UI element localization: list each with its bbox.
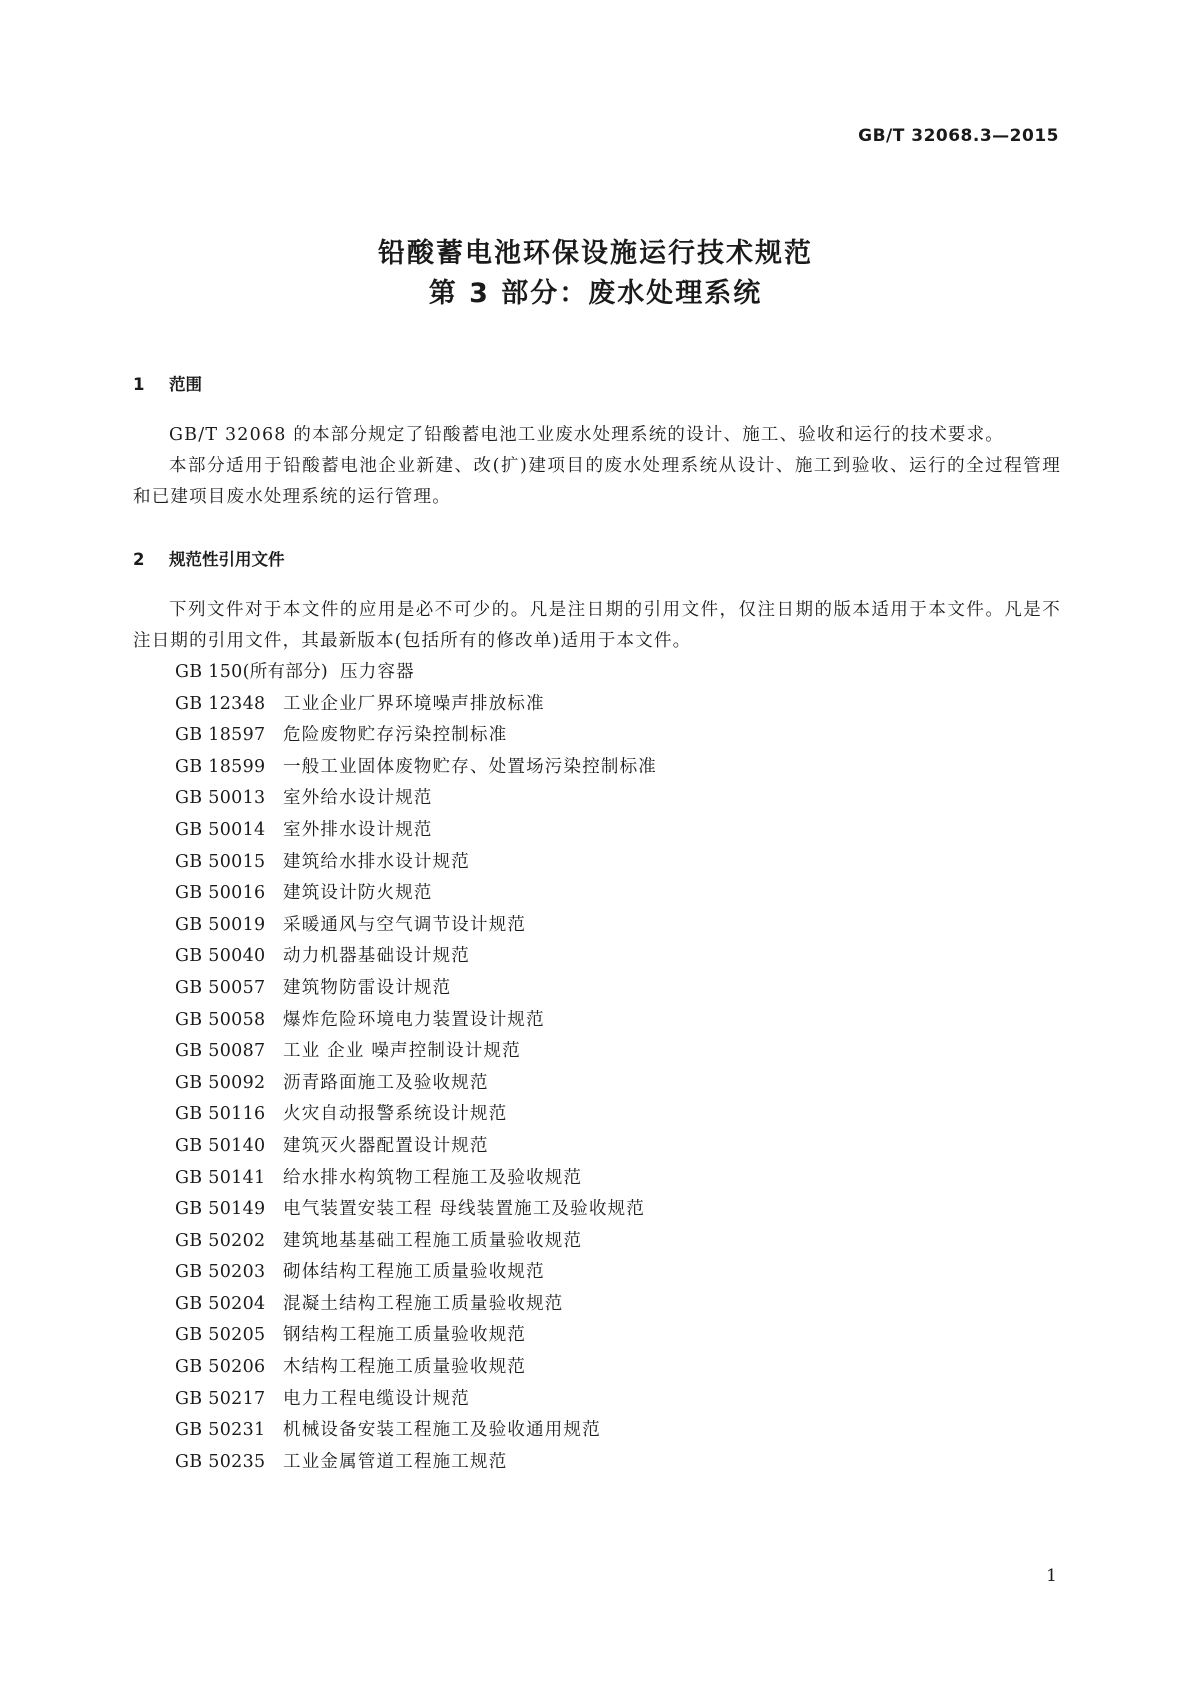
reference-item xyxy=(175,1289,1061,1321)
reference-item xyxy=(175,1036,1061,1068)
reference-title: 机械设备安装工程施工及验收通用规范 xyxy=(283,1420,601,1441)
section-1-heading xyxy=(133,371,1061,399)
reference-code: GB 18599 xyxy=(175,756,266,777)
reference-item xyxy=(175,1352,1061,1384)
scope-paragraph-2: 本部分适用于铅酸蓄电池企业新建、改(扩)建项目的废水处理系统从设计、施工到验收、运行的全过程管理和已建项目废水处理系统的运行管理。 xyxy=(133,456,1061,507)
scope-paragraph-1: GB/T 32068 的本部分规定了铅酸蓄电池工业废水处理系统的设计、施工、验收和运行的技术要求。 xyxy=(169,425,1005,445)
reference-code: GB 50016 xyxy=(175,883,266,904)
reference-code: GB 50140 xyxy=(175,1135,266,1156)
reference-code: GB 50231 xyxy=(175,1420,266,1441)
document-body xyxy=(133,371,1061,1478)
reference-list xyxy=(133,657,1061,1478)
title-line-1: 铅酸蓄电池环保设施运行技术规范 xyxy=(378,238,813,269)
reference-title: 爆炸危险环境电力装置设计规范 xyxy=(283,1009,545,1030)
reference-item xyxy=(175,657,1061,689)
reference-code: GB 50205 xyxy=(175,1325,266,1346)
reference-item xyxy=(175,941,1061,973)
reference-title: 工业 企业 噪声控制设计规范 xyxy=(283,1041,521,1062)
reference-code: GB 50116 xyxy=(175,1104,266,1125)
reference-title: 砌体结构工程施工质量验收规范 xyxy=(283,1262,545,1283)
reference-code: GB 12348 xyxy=(175,693,266,714)
reference-title: 建筑灭火器配置设计规范 xyxy=(283,1135,489,1156)
page-number: 1 xyxy=(1046,1566,1057,1586)
references-intro: 下列文件对于本文件的应用是必不可少的。凡是注日期的引用文件，仅注日期的版本适用于本文件。凡是不注日期的引用文件，其最新版本(包括所有的修改单)适用于本文件。 xyxy=(133,600,1061,651)
reference-item xyxy=(175,1131,1061,1163)
reference-code: GB 50015 xyxy=(175,851,266,872)
reference-title: 一般工业固体废物贮存、处置场污染控制标准 xyxy=(283,756,657,777)
reference-code: GB 50141 xyxy=(175,1167,266,1188)
reference-title: 建筑物防雷设计规范 xyxy=(283,977,452,998)
reference-title: 危险废物贮存污染控制标准 xyxy=(283,725,508,746)
reference-code: GB 50149 xyxy=(175,1199,266,1220)
reference-title: 电力工程电缆设计规范 xyxy=(283,1388,470,1409)
reference-title: 室外给水设计规范 xyxy=(283,788,433,809)
section-1-number: 1 xyxy=(133,375,145,394)
reference-code: GB 50057 xyxy=(175,977,266,998)
reference-code: GB 50087 xyxy=(175,1041,266,1062)
document-title xyxy=(0,234,1191,314)
reference-code: GB 50206 xyxy=(175,1357,266,1378)
reference-item xyxy=(175,1099,1061,1131)
reference-item xyxy=(175,973,1061,1005)
reference-title: 建筑地基基础工程施工质量验收规范 xyxy=(283,1230,583,1251)
reference-title: 动力机器基础设计规范 xyxy=(283,946,470,967)
reference-title: 采暖通风与空气调节设计规范 xyxy=(283,914,527,935)
reference-item xyxy=(175,1320,1061,1352)
reference-item xyxy=(175,1384,1061,1416)
reference-code: GB 50058 xyxy=(175,1009,266,1030)
reference-code: GB 18597 xyxy=(175,725,266,746)
reference-code: GB 50019 xyxy=(175,914,266,935)
reference-title: 电气装置安装工程 母线装置施工及验收规范 xyxy=(283,1199,646,1220)
reference-item xyxy=(175,1415,1061,1447)
reference-title: 沥青路面施工及验收规范 xyxy=(283,1072,489,1093)
reference-item xyxy=(175,878,1061,910)
section-2-title: 规范性引用文件 xyxy=(169,550,285,569)
reference-item xyxy=(175,783,1061,815)
reference-code: GB 50203 xyxy=(175,1262,266,1283)
reference-item xyxy=(175,1163,1061,1195)
reference-title: 工业企业厂界环境噪声排放标准 xyxy=(283,693,545,714)
reference-item xyxy=(175,1194,1061,1226)
reference-item xyxy=(175,752,1061,784)
reference-item xyxy=(175,910,1061,942)
reference-code: GB 50040 xyxy=(175,946,266,967)
standard-code: GB/T 32068.3—2015 xyxy=(858,126,1059,146)
reference-title: 混凝土结构工程施工质量验收规范 xyxy=(283,1293,564,1314)
reference-title: 压力容器 xyxy=(340,662,415,682)
reference-code: GB 50217 xyxy=(175,1388,266,1409)
reference-item xyxy=(175,689,1061,721)
reference-code: GB 50204 xyxy=(175,1293,266,1314)
reference-code: GB 150(所有部分) xyxy=(175,662,329,682)
reference-item xyxy=(175,720,1061,752)
reference-title: 建筑给水排水设计规范 xyxy=(283,851,470,872)
reference-code: GB 50202 xyxy=(175,1230,266,1251)
reference-title: 火灾自动报警系统设计规范 xyxy=(283,1104,508,1125)
reference-title: 建筑设计防火规范 xyxy=(283,883,433,904)
reference-code: GB 50092 xyxy=(175,1072,266,1093)
reference-item xyxy=(175,1257,1061,1289)
reference-title: 工业金属管道工程施工规范 xyxy=(283,1451,508,1472)
reference-code: GB 50014 xyxy=(175,819,266,840)
reference-code: GB 50235 xyxy=(175,1451,266,1472)
section-1-title: 范围 xyxy=(169,375,202,394)
reference-item xyxy=(175,815,1061,847)
title-line-2: 第 3 部分：废水处理系统 xyxy=(428,278,763,309)
reference-item xyxy=(175,1005,1061,1037)
section-2-heading xyxy=(133,546,1061,574)
reference-code: GB 50013 xyxy=(175,788,266,809)
reference-item xyxy=(175,1447,1061,1479)
reference-title: 给水排水构筑物工程施工及验收规范 xyxy=(283,1167,583,1188)
reference-item xyxy=(175,1068,1061,1100)
reference-item xyxy=(175,1226,1061,1258)
reference-title: 钢结构工程施工质量验收规范 xyxy=(283,1325,527,1346)
section-2-number: 2 xyxy=(133,550,145,569)
reference-title: 木结构工程施工质量验收规范 xyxy=(283,1357,527,1378)
reference-item xyxy=(175,847,1061,879)
reference-title: 室外排水设计规范 xyxy=(283,819,433,840)
